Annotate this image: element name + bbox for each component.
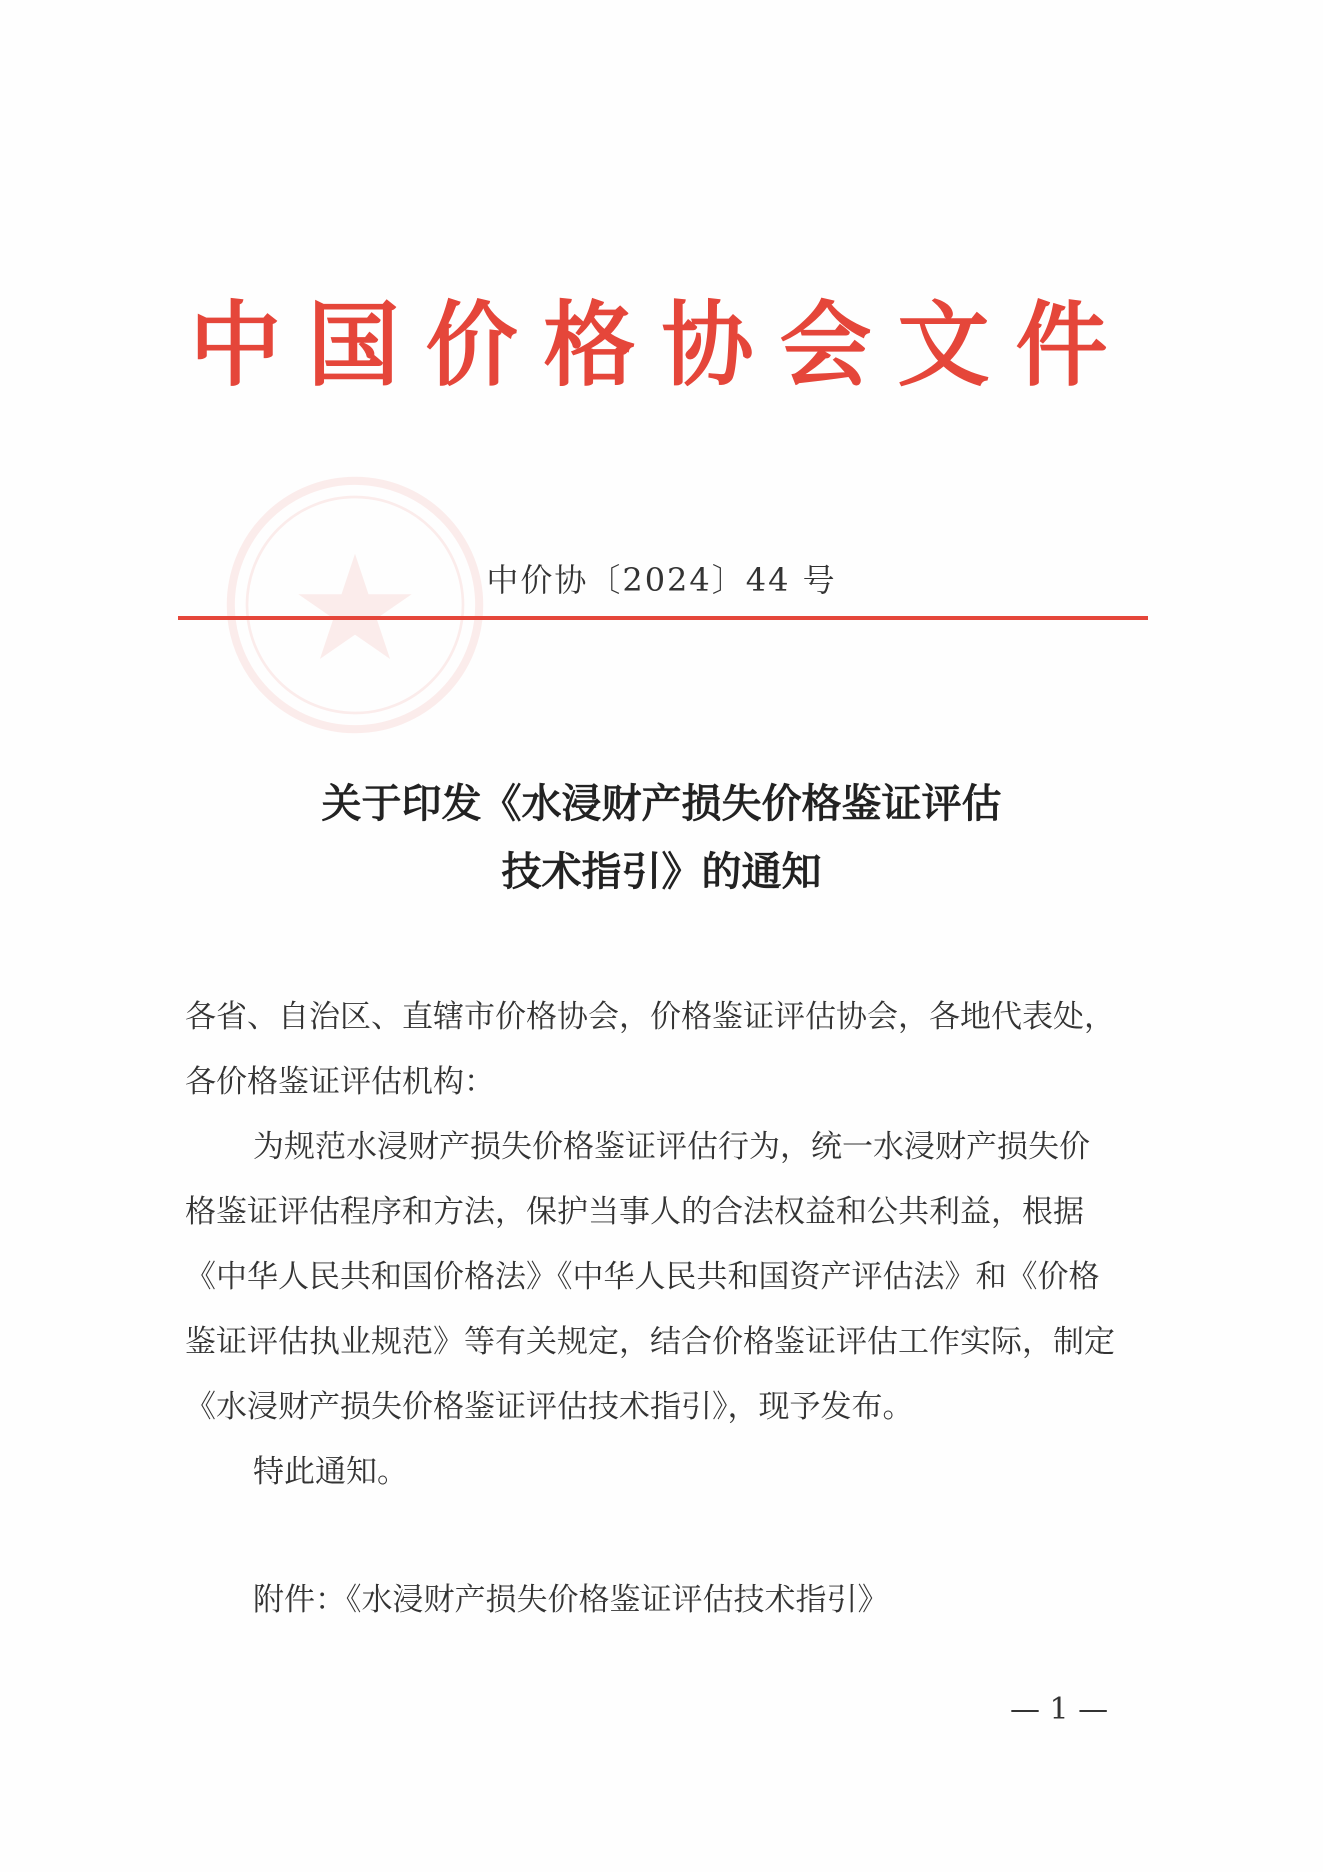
body-line-1: 为规范水浸财产损失价格鉴证评估行为，统一水浸财产损失价 (253, 1129, 1090, 1165)
body-line-2: 格鉴证评估程序和方法，保护当事人的合法权益和公共利益，根据 (185, 1194, 1084, 1230)
title-line-1: 关于印发《水浸财产损失价格鉴证评估 (321, 780, 1002, 827)
official-seal-watermark (220, 470, 490, 740)
document-number: 中价协〔2024〕44 号 (486, 561, 837, 599)
document-masthead: 中国价格协会文件 (189, 291, 1134, 399)
red-divider-line (178, 616, 1148, 620)
recipients-line-2: 各价格鉴证评估机构： (185, 1064, 495, 1100)
document-body (185, 985, 1150, 1505)
attachment-line: 附件：《水浸财产损失价格鉴证评估技术指引》 (253, 1582, 889, 1618)
body-line-4: 鉴证评估执业规范》等有关规定，结合价格鉴证评估工作实际，制定 (185, 1324, 1115, 1360)
recipients-line-1: 各省、自治区、直辖市价格协会，价格鉴证评估协会，各地代表处， (185, 999, 1115, 1035)
document-title (0, 770, 1323, 906)
title-line-2: 技术指引》的通知 (501, 848, 822, 895)
body-line-5: 《水浸财产损失价格鉴证评估技术指引》，现予发布。 (185, 1389, 914, 1425)
closing-line: 特此通知。 (253, 1454, 408, 1490)
page-number: — 1 — (1010, 1692, 1109, 1727)
body-line-3: 《中华人民共和国价格法》《中华人民共和国资产评估法》和《价格 (185, 1259, 1100, 1295)
